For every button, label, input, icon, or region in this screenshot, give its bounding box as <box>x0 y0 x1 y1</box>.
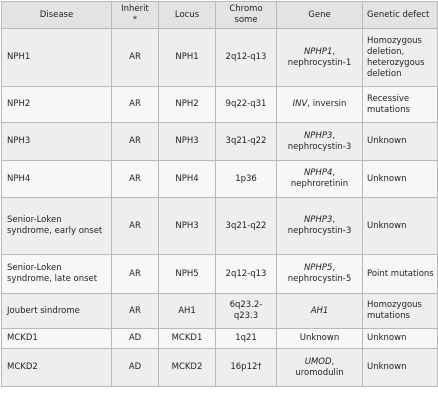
gene-symbol: NPHP1 <box>303 46 333 57</box>
cell-inheritance: AR <box>112 29 159 87</box>
cell-inheritance: AD <box>112 349 159 387</box>
cell-locus: AH1 <box>159 294 216 329</box>
gene-symbol: NPHP4 <box>303 168 333 178</box>
cell-gene <box>277 87 363 123</box>
gene-name: , nephroretinin <box>290 168 349 189</box>
cell-locus: NPH5 <box>159 255 216 294</box>
header-chromosome-line1: Chromo <box>229 4 263 14</box>
table-row <box>2 161 438 198</box>
cell-gene <box>277 329 363 349</box>
cell-disease: Joubert sindrome <box>2 294 112 329</box>
table-header-row <box>2 2 438 29</box>
table-row <box>2 349 438 387</box>
cell-gene <box>277 123 363 161</box>
gene-name: , nephrocystin-3 <box>287 215 352 236</box>
cell-chromosome: 16p12† <box>216 349 277 387</box>
cell-genetic-defect: Unknown <box>363 349 438 387</box>
cell-chromosome: 1p36 <box>216 161 277 198</box>
cell-inheritance: AR <box>112 87 159 123</box>
cell-disease: NPH4 <box>2 161 112 198</box>
cell-genetic-defect: Unknown <box>363 198 438 255</box>
header-chromosome <box>216 2 277 29</box>
gene-name: Unknown <box>299 333 340 343</box>
cell-chromosome: 1q21 <box>216 329 277 349</box>
cell-chromosome: 6q23.2-q23.3 <box>216 294 277 329</box>
table-row <box>2 294 438 329</box>
gene-symbol: NPHP5 <box>303 263 333 273</box>
cell-gene <box>277 161 363 198</box>
cell-genetic-defect: Unknown <box>363 329 438 349</box>
cell-disease: Senior-Loken syndrome, late onset <box>2 255 112 294</box>
cell-inheritance: AD <box>112 329 159 349</box>
cell-locus: NPH4 <box>159 161 216 198</box>
gene-symbol: INV <box>292 99 308 109</box>
gene-name: , nephrocystin-3 <box>287 130 352 152</box>
header-inheritance-line1: Inherit <box>121 4 149 14</box>
cell-chromosome: 3q21-q22 <box>216 198 277 255</box>
header-inheritance <box>112 2 159 29</box>
cell-disease: NPH2 <box>2 87 112 123</box>
cell-genetic-defect: Unknown <box>363 161 438 198</box>
gene-name: , inversin <box>307 99 347 109</box>
table-row <box>2 29 438 87</box>
cell-inheritance: AR <box>112 255 159 294</box>
cell-chromosome: 2q12-q13 <box>216 29 277 87</box>
genetics-table <box>1 1 438 387</box>
cell-disease: Senior-Loken syndrome, early onset <box>2 198 112 255</box>
table-row <box>2 255 438 294</box>
cell-gene <box>277 255 363 294</box>
cell-disease: MCKD2 <box>2 349 112 387</box>
cell-inheritance: AR <box>112 198 159 255</box>
cell-gene <box>277 294 363 329</box>
header-inheritance-line2: * <box>132 15 138 25</box>
header-locus: Locus <box>159 2 216 29</box>
header-disease: Disease <box>2 2 112 29</box>
cell-chromosome: 9q22-q31 <box>216 87 277 123</box>
cell-disease: MCKD1 <box>2 329 112 349</box>
cell-chromosome: 2q12-q13 <box>216 255 277 294</box>
cell-disease: NPH3 <box>2 123 112 161</box>
cell-inheritance: AR <box>112 294 159 329</box>
cell-locus: NPH3 <box>159 123 216 161</box>
gene-symbol: AH1 <box>310 305 329 316</box>
cell-inheritance: AR <box>112 161 159 198</box>
gene-name: , nephrocystin-5 <box>287 263 352 284</box>
cell-genetic-defect: Unknown <box>363 123 438 161</box>
cell-inheritance: AR <box>112 123 159 161</box>
header-genetic-defect: Genetic defect <box>363 2 438 29</box>
table-row <box>2 198 438 255</box>
cell-disease: NPH1 <box>2 29 112 87</box>
cell-genetic-defect: Homozygous mutations <box>363 294 438 329</box>
gene-symbol: NPHP3 <box>303 215 333 225</box>
gene-symbol: NPHP3 <box>303 130 333 141</box>
cell-genetic-defect: Point mutations <box>363 255 438 294</box>
cell-gene <box>277 29 363 87</box>
gene-name: , nephrocystin-1 <box>287 46 352 68</box>
cell-locus: MCKD1 <box>159 329 216 349</box>
table-row <box>2 123 438 161</box>
table-row <box>2 87 438 123</box>
header-chromosome-line2: some <box>234 15 258 25</box>
table-row <box>2 329 438 349</box>
cell-genetic-defect: Homozygous deletion, heterozygous deletion <box>363 29 438 87</box>
header-gene: Gene <box>277 2 363 29</box>
cell-locus: NPH1 <box>159 29 216 87</box>
cell-genetic-defect: Recessive mutations <box>363 87 438 123</box>
gene-symbol: UMOD <box>304 356 332 367</box>
cell-gene <box>277 198 363 255</box>
cell-gene <box>277 349 363 387</box>
cell-chromosome: 3q21-q22 <box>216 123 277 161</box>
cell-locus: NPH3 <box>159 198 216 255</box>
gene-name: , uromodulin <box>295 356 344 378</box>
cell-locus: NPH2 <box>159 87 216 123</box>
cell-locus: MCKD2 <box>159 349 216 387</box>
